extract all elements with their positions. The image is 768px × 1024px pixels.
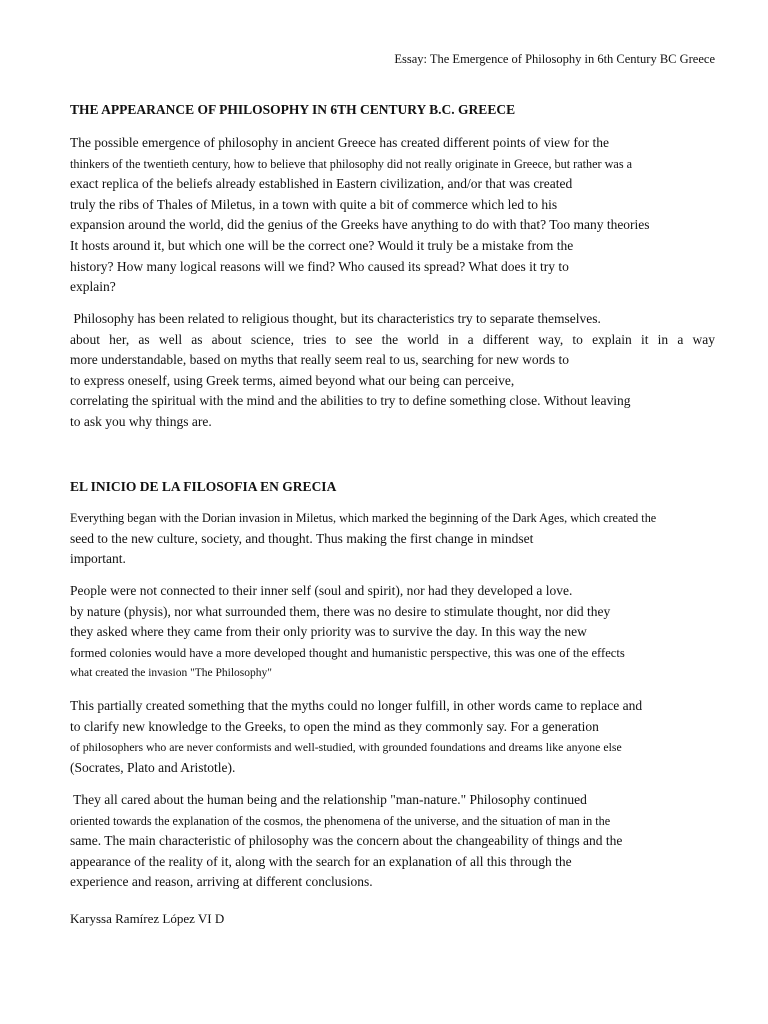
- paragraph-inner-self: [70, 581, 715, 684]
- text-line: People were not connected to their inner self (soul and spirit), nor had they developed a love.: [70, 583, 573, 598]
- paragraph-myths: [70, 696, 715, 778]
- text-line: formed colonies would have a more developed thought and humanistic perspective, this was one of the effects: [70, 645, 625, 660]
- text-line: more understandable, based on myths that really seem real to us, searching for new words to: [70, 352, 569, 368]
- text-line: Philosophy has been related to religious thought, but its characteristics try to separate themselves.: [70, 311, 601, 326]
- text-line: oriented towards the explanation of the cosmos, the phenomena of the universe, and the situation of man in the: [70, 813, 611, 828]
- section-heading-inicio: EL INICIO DE LA FILOSOFIA EN GRECIA: [70, 479, 337, 494]
- text-line: expansion around the world, did the genius of the Greeks have anything to do with that? Too many theories: [70, 217, 650, 233]
- text-line: (Socrates, Plato and Aristotle).: [70, 759, 236, 775]
- text-line: experience and reason, arriving at different conclusions.: [70, 874, 373, 890]
- text-line: history? How many logical reasons will we find? Who caused its spread? What does it try to: [70, 258, 569, 274]
- running-header: Essay: The Emergence of Philosophy in 6th Century BC Greece: [394, 52, 715, 66]
- author-signature: Karyssa Ramírez López VI D: [70, 911, 225, 926]
- text-line: explain?: [70, 279, 116, 295]
- text-line: by nature (physis), nor what surrounded them, there was no desire to stimulate thought, nor did they: [70, 603, 611, 619]
- text-line: exact replica of the beliefs already established in Eastern civilization, and/or that was created: [70, 176, 573, 192]
- text-line: to express oneself, using Greek terms, aimed beyond what our being can perceive,: [70, 372, 515, 388]
- text-line: same. The main characteristic of philosophy was the concern about the changeability of things and the: [70, 833, 623, 849]
- text-line: seed to the new culture, society, and thought. Thus making the first change in mindset: [70, 530, 534, 546]
- text-line: They all cared about the human being and the relationship "man-nature." Philosophy continued: [70, 792, 587, 807]
- text-line: It hosts around it, but which one will be the correct one? Would it truly be a mistake from the: [70, 237, 574, 253]
- text-line: to ask you why things are.: [70, 413, 212, 429]
- paragraph-religious-thought: [70, 309, 715, 433]
- paragraph-man-nature: [70, 790, 715, 893]
- text-line: to clarify new knowledge to the Greeks, to open the mind as they commonly say. For a generation: [70, 718, 599, 734]
- text-line: The possible emergence of philosophy in ancient Greece has created different points of view for the: [70, 135, 609, 150]
- paragraph-emergence: [70, 133, 715, 298]
- text-line: thinkers of the twentieth century, how to believe that philosophy did not really originate in Greece, but rather was a: [70, 156, 633, 171]
- text-line: correlating the spiritual with the mind and the abilities to try to define something close. Without leaving: [70, 393, 631, 409]
- text-line: of philosophers who are never conformists and well-studied, with grounded foundations and dreams like anyone else: [70, 740, 622, 755]
- text-line: about her, as well as about science, tries to see the world in a different way, to explain it in a way: [70, 331, 715, 347]
- text-line: Everything began with the Dorian invasion in Miletus, which marked the beginning of the Dark Ages, which created the: [70, 511, 657, 525]
- paragraph-dorian-invasion: [70, 508, 715, 570]
- text-line: truly the ribs of Thales of Miletus, in a town with quite a bit of commerce which led to his: [70, 196, 558, 212]
- text-line: important.: [70, 551, 126, 567]
- text-line: This partially created something that the myths could no longer fulfill, in other words came to replace and: [70, 698, 643, 713]
- text-line: they asked where they came from their only priority was to survive the day. In this way the new: [70, 624, 587, 640]
- text-line: what created the invasion "The Philosophy": [70, 667, 272, 680]
- text-line: appearance of the reality of it, along with the search for an explanation of all this through the: [70, 853, 572, 869]
- section-heading-appearance: THE APPEARANCE OF PHILOSOPHY IN 6TH CENTURY B.C. GREECE: [70, 102, 516, 117]
